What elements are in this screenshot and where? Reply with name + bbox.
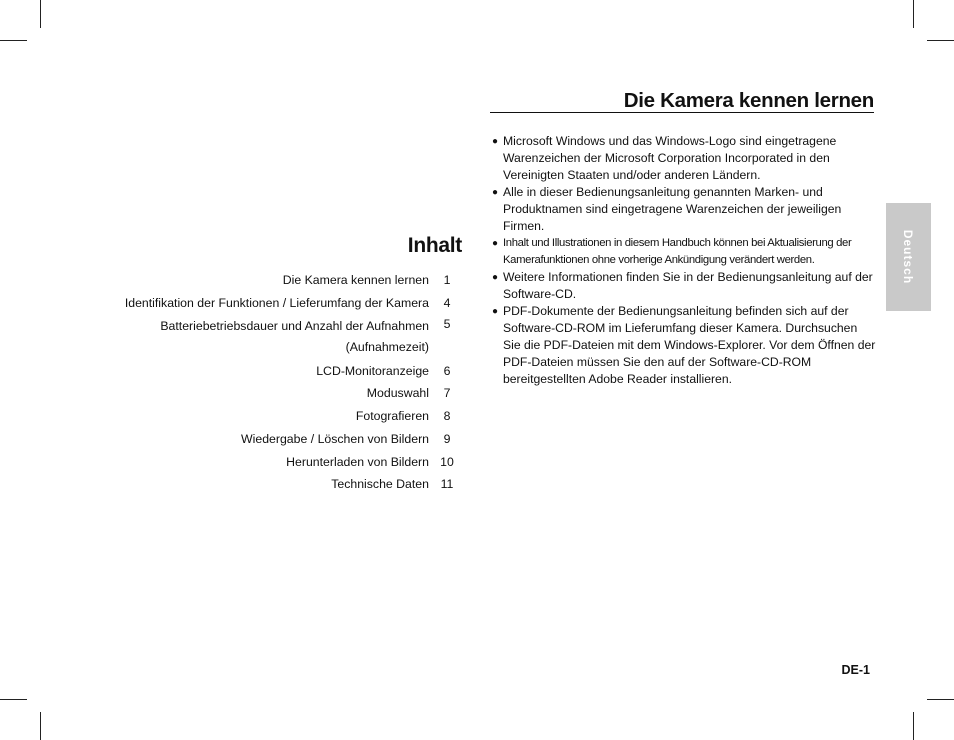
crop-mark (913, 712, 914, 740)
section-title: Die Kamera kennen lernen (623, 89, 874, 112)
toc-entry-page: 5 (443, 317, 451, 331)
bullet-icon: ● (492, 238, 498, 249)
crop-mark (0, 40, 27, 41)
toc-entry-page: 4 (443, 296, 451, 310)
toc-entry-label: Technische Daten (331, 477, 429, 491)
toc-entry[interactable] (60, 475, 460, 493)
toc-entry[interactable] (60, 453, 460, 471)
toc-entry[interactable] (60, 271, 460, 289)
page-number: DE-1 (841, 663, 870, 677)
notice-item (491, 133, 876, 184)
bullet-icon: ● (492, 187, 499, 198)
toc-entry[interactable] (60, 430, 460, 448)
toc-entry-page: 1 (443, 273, 451, 287)
toc-entry-page: 10 (440, 455, 454, 469)
language-tab[interactable] (886, 203, 931, 311)
toc-entry-page: 11 (440, 477, 454, 491)
notice-text: PDF-Dokumente der Bedienungsanleitung befinden sich auf der Software-CD-ROM im Lieferumfang dieser Kamera. Durchsuchen Sie die PDF-Dateien mit dem Windows-Explorer. Vor dem Öffnen der PDF-Dateien müssen Sie den auf der Software-CD-ROM bereitgestellten Adobe Reader installieren. (503, 304, 876, 386)
toc-entry[interactable] (60, 384, 460, 402)
bullet-icon: ● (492, 306, 499, 317)
toc-entry-label: LCD-Monitoranzeige (316, 364, 429, 378)
toc-entry-page: 7 (443, 386, 451, 400)
toc-entry-label: Wiedergabe / Löschen von Bildern (241, 432, 429, 446)
title-underline (490, 112, 874, 113)
crop-mark (927, 40, 954, 41)
toc-entry[interactable] (60, 317, 460, 354)
toc-entry-label: Fotografieren (355, 409, 429, 423)
notice-text: Alle in dieser Bedienungsanleitung genannten Marken- und Produktnamen sind eingetragene Warenzeichen der jeweiligen Firmen. (503, 185, 842, 233)
notice-text: Weitere Informationen finden Sie in der Bedienungsanleitung auf der Software-CD. (503, 270, 873, 301)
crop-mark (40, 712, 41, 740)
toc-entry-label: Batteriebetriebsdauer und Anzahl der Aufnahmen (160, 319, 429, 333)
toc-entry-label: Identifikation der Funktionen / Lieferumfang der Kamera (124, 296, 429, 310)
toc-entry-page: 8 (443, 409, 451, 423)
toc-entry-page: 9 (443, 432, 451, 446)
crop-mark (0, 699, 27, 700)
notice-text: Microsoft Windows und das Windows-Logo sind eingetragene Warenzeichen der Microsoft Corporation Incorporated in den Vereinigten Staaten und/oder anderen Ländern. (503, 134, 837, 182)
crop-mark (40, 0, 41, 28)
crop-mark (913, 0, 914, 28)
toc-entry[interactable] (60, 362, 460, 380)
bullet-icon: ● (492, 272, 499, 283)
notice-text: Inhalt und Illustrationen in diesem Handbuch können bei Aktualisierung der Kamerafunktionen ohne vorherige Ankündigung verändert werden. (503, 237, 852, 266)
language-tab-label: Deutsch (901, 229, 915, 285)
bullet-icon: ● (492, 136, 499, 147)
crop-mark (927, 699, 954, 700)
toc-entry[interactable] (60, 407, 460, 425)
notice-item (491, 184, 876, 235)
toc-entry-label: Die Kamera kennen lernen (282, 273, 429, 287)
toc-entry-page: 6 (443, 364, 451, 378)
notice-item (491, 269, 876, 303)
toc-entry[interactable] (60, 294, 460, 312)
notice-item (491, 235, 876, 269)
toc-title: Inhalt (407, 234, 462, 257)
notice-list (491, 133, 876, 388)
toc-entry-label: Moduswahl (366, 386, 429, 400)
toc-entry-label: Herunterladen von Bildern (286, 455, 429, 469)
toc-entry-label-continued: (Aufnahmezeit) (345, 340, 429, 354)
notice-item (491, 303, 876, 388)
